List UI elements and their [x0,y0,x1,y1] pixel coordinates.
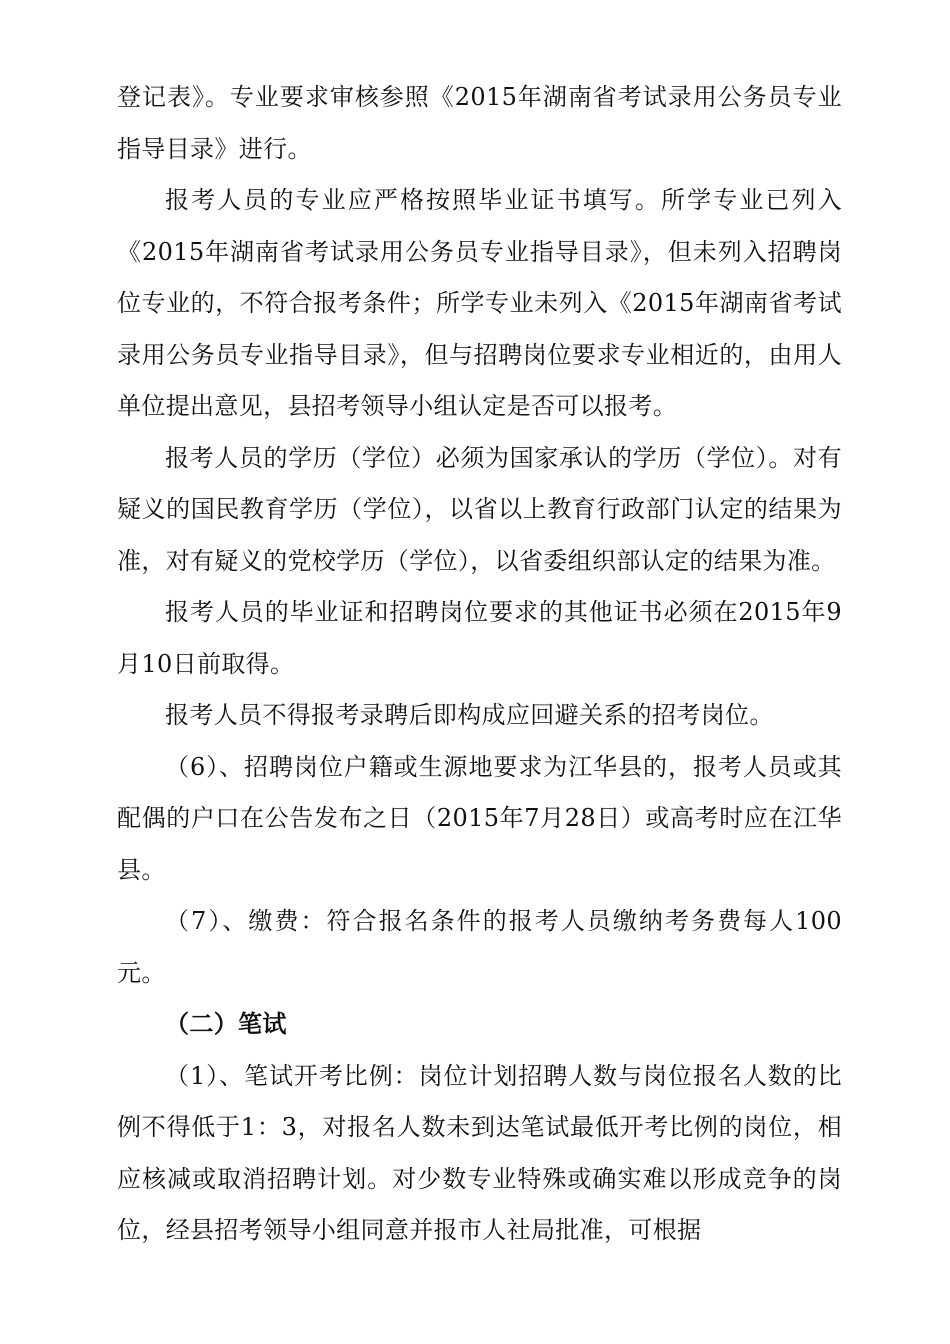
paragraph-education-degree: 报考人员的学历（学位）必须为国家承认的学历（学位）。对有疑义的国民教育学历（学位），以省以上教育行政部门认定的结果为准，对有疑义的党校学历（学位），以省委组织部认定的结果为准。 [117,443,842,575]
paragraph-avoidance: 报考人员不得报考录聘后即构成应回避关系的招考岗位。 [165,701,774,729]
document-body [117,72,842,1257]
section-heading-written-exam: （二）笔试 [165,1010,287,1038]
paragraph-certificates-deadline: 报考人员的毕业证和招聘岗位要求的其他证书必须在2015年9月10日前取得。 [117,598,842,678]
paragraph-exam-ratio: （1）、笔试开考比例：岗位计划招聘人数与岗位报名人数的比例不得低于1：3，对报名人数未到达笔试最低开考比例的岗位，相应核减或取消招聘计划。对少数专业特殊或确实难以形成竞争的岗位，经县招考领导小组同意并报市人社局批准，可根据 [117,1061,842,1244]
paragraph-fee: （7）、缴费：符合报名条件的报考人员缴纳考务费每人100元。 [117,907,842,987]
paragraph-major-requirements: 报考人员的专业应严格按照毕业证书填写。所学专业已列入《2015年湖南省考试录用公务员专业指导目录》，但未列入招聘岗位专业的，不符合报考条件；所学专业未列入《2015年湖南省考试录用公务员专业指导目录》，但与招聘岗位要求专业相近的，由用人单位提出意见，县招考领导小组认定是否可以报考。 [117,186,842,420]
paragraph-continuation: 登记表》。专业要求审核参照《2015年湖南省考试录用公务员专业指导目录》进行。 [117,83,842,163]
paragraph-household-registration: （6）、招聘岗位户籍或生源地要求为江华县的，报考人员或其配偶的户口在公告发布之日（2015年7月28日）或高考时应在江华县。 [117,752,842,884]
